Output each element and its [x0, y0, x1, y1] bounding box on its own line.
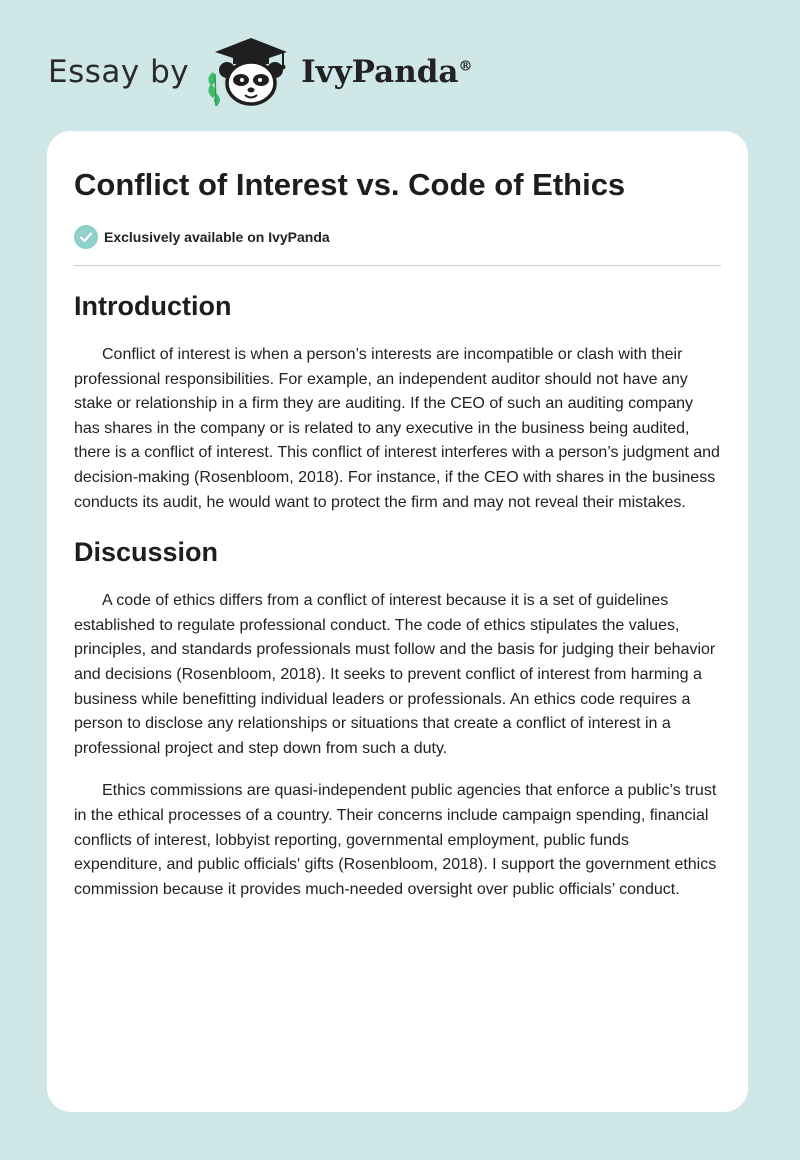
- section-heading-discussion: Discussion: [74, 537, 219, 568]
- site-header: [48, 36, 473, 108]
- registered-mark: ®: [458, 58, 473, 75]
- panda-logo-icon[interactable]: [203, 36, 295, 108]
- check-icon: [74, 225, 98, 249]
- exclusive-badge: [74, 225, 721, 249]
- essay-title: Conflict of Interest vs. Code of Ethics: [74, 167, 626, 202]
- section-heading-introduction: Introduction: [74, 291, 232, 321]
- exclusive-badge-text: Exclusively available on IvyPanda: [104, 229, 330, 245]
- essay-by-label: Essay by: [48, 54, 190, 90]
- introduction-paragraph: Conflict of interest is when a person’s interests are incompatible or clash with their professional responsibilities. For example, an independent auditor should not have any stake or relationship in a firm they are auditing. If the CEO of such an auditing company has shares in the company or is related to any executive in the business being audited, there is a conflict of interest. This conflict of interest interferes with a person’s judgment and decision-making (Rosenbloom, 2018). For instance, if the CEO with shares in the business conducts its audit, he would want to protect the firm and may not reveal their mistakes.: [74, 346, 720, 511]
- title-divider: [74, 265, 721, 266]
- essay-card: [47, 131, 748, 1112]
- discussion-paragraph-2: Ethics commissions are quasi-independent public agencies that enforce a public’s trust in the ethical processes of a country. Their concerns include campaign spending, financial conflicts of interest, lobbyist reporting, governmental employment, public funds expenditure, and public officials' gifts (Rosenbloom, 2018). I support the government ethics commission because it provides much-needed oversight over public officials’ conduct.: [74, 782, 717, 898]
- brand-name[interactable]: IvyPanda®: [301, 54, 473, 90]
- discussion-paragraph-1: A code of ethics differs from a conflict of interest because it is a set of guidelines established to regulate professional conduct. The code of ethics stipulates the values, principles, and standards professionals must follow and the basis for judging their behavior and decisions (Rosenbloom, 2018). It seeks to prevent conflict of interest from harming a business while benefitting individual leaders or professionals. An ethics code requires a person to disclose any relationships or situations that create a conflict of interest in a professional project and step down from such a duty.: [74, 592, 716, 757]
